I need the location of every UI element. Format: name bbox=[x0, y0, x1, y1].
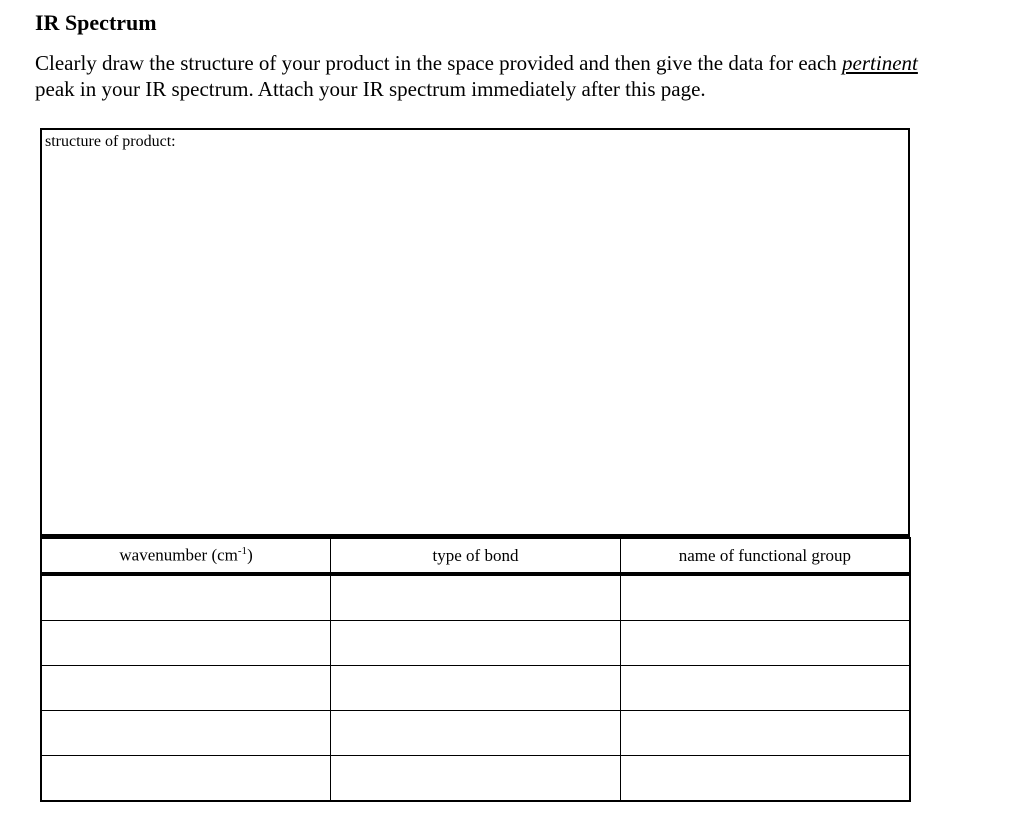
page-title: IR Spectrum bbox=[35, 10, 157, 35]
functional-group-cell[interactable] bbox=[620, 756, 910, 802]
functional-group-cell[interactable] bbox=[620, 621, 910, 666]
table-row bbox=[41, 711, 910, 756]
header-type-of-bond: type of bond bbox=[331, 538, 621, 574]
header-wavenumber-superscript: -1 bbox=[237, 545, 248, 558]
table-row bbox=[41, 621, 910, 666]
header-functional-group: name of functional group bbox=[620, 538, 910, 574]
header-wavenumber-label: wavenumber (cm bbox=[119, 545, 238, 565]
instructions-part-1: Clearly draw the structure of your product in the space provided and then give the data for each bbox=[35, 51, 843, 75]
wavenumber-cell[interactable] bbox=[41, 711, 331, 756]
bond-type-cell[interactable] bbox=[331, 756, 621, 802]
table-header-row bbox=[41, 538, 910, 574]
table-row bbox=[41, 756, 910, 802]
functional-group-cell[interactable] bbox=[620, 711, 910, 756]
table-row bbox=[41, 574, 910, 621]
header-wavenumber-close: ) bbox=[247, 545, 253, 565]
bond-type-cell[interactable] bbox=[331, 621, 621, 666]
bond-type-cell[interactable] bbox=[331, 711, 621, 756]
bond-type-cell[interactable] bbox=[331, 666, 621, 711]
wavenumber-cell[interactable] bbox=[41, 666, 331, 711]
header-wavenumber bbox=[41, 538, 331, 574]
structure-drawing-area[interactable] bbox=[40, 128, 910, 537]
functional-group-cell[interactable] bbox=[620, 574, 910, 621]
wavenumber-cell[interactable] bbox=[41, 756, 331, 802]
bond-type-cell[interactable] bbox=[331, 574, 621, 621]
structure-label: structure of product: bbox=[45, 133, 176, 150]
instructions-emphasis: pertinent bbox=[842, 51, 918, 75]
ir-data-table bbox=[40, 537, 911, 802]
instructions-part-2: peak in your IR spectrum. Attach your IR spectrum immediately after this page. bbox=[35, 77, 706, 101]
functional-group-cell[interactable] bbox=[620, 666, 910, 711]
table-row bbox=[41, 666, 910, 711]
wavenumber-cell[interactable] bbox=[41, 621, 331, 666]
wavenumber-cell[interactable] bbox=[41, 574, 331, 621]
instructions-text bbox=[35, 50, 935, 102]
